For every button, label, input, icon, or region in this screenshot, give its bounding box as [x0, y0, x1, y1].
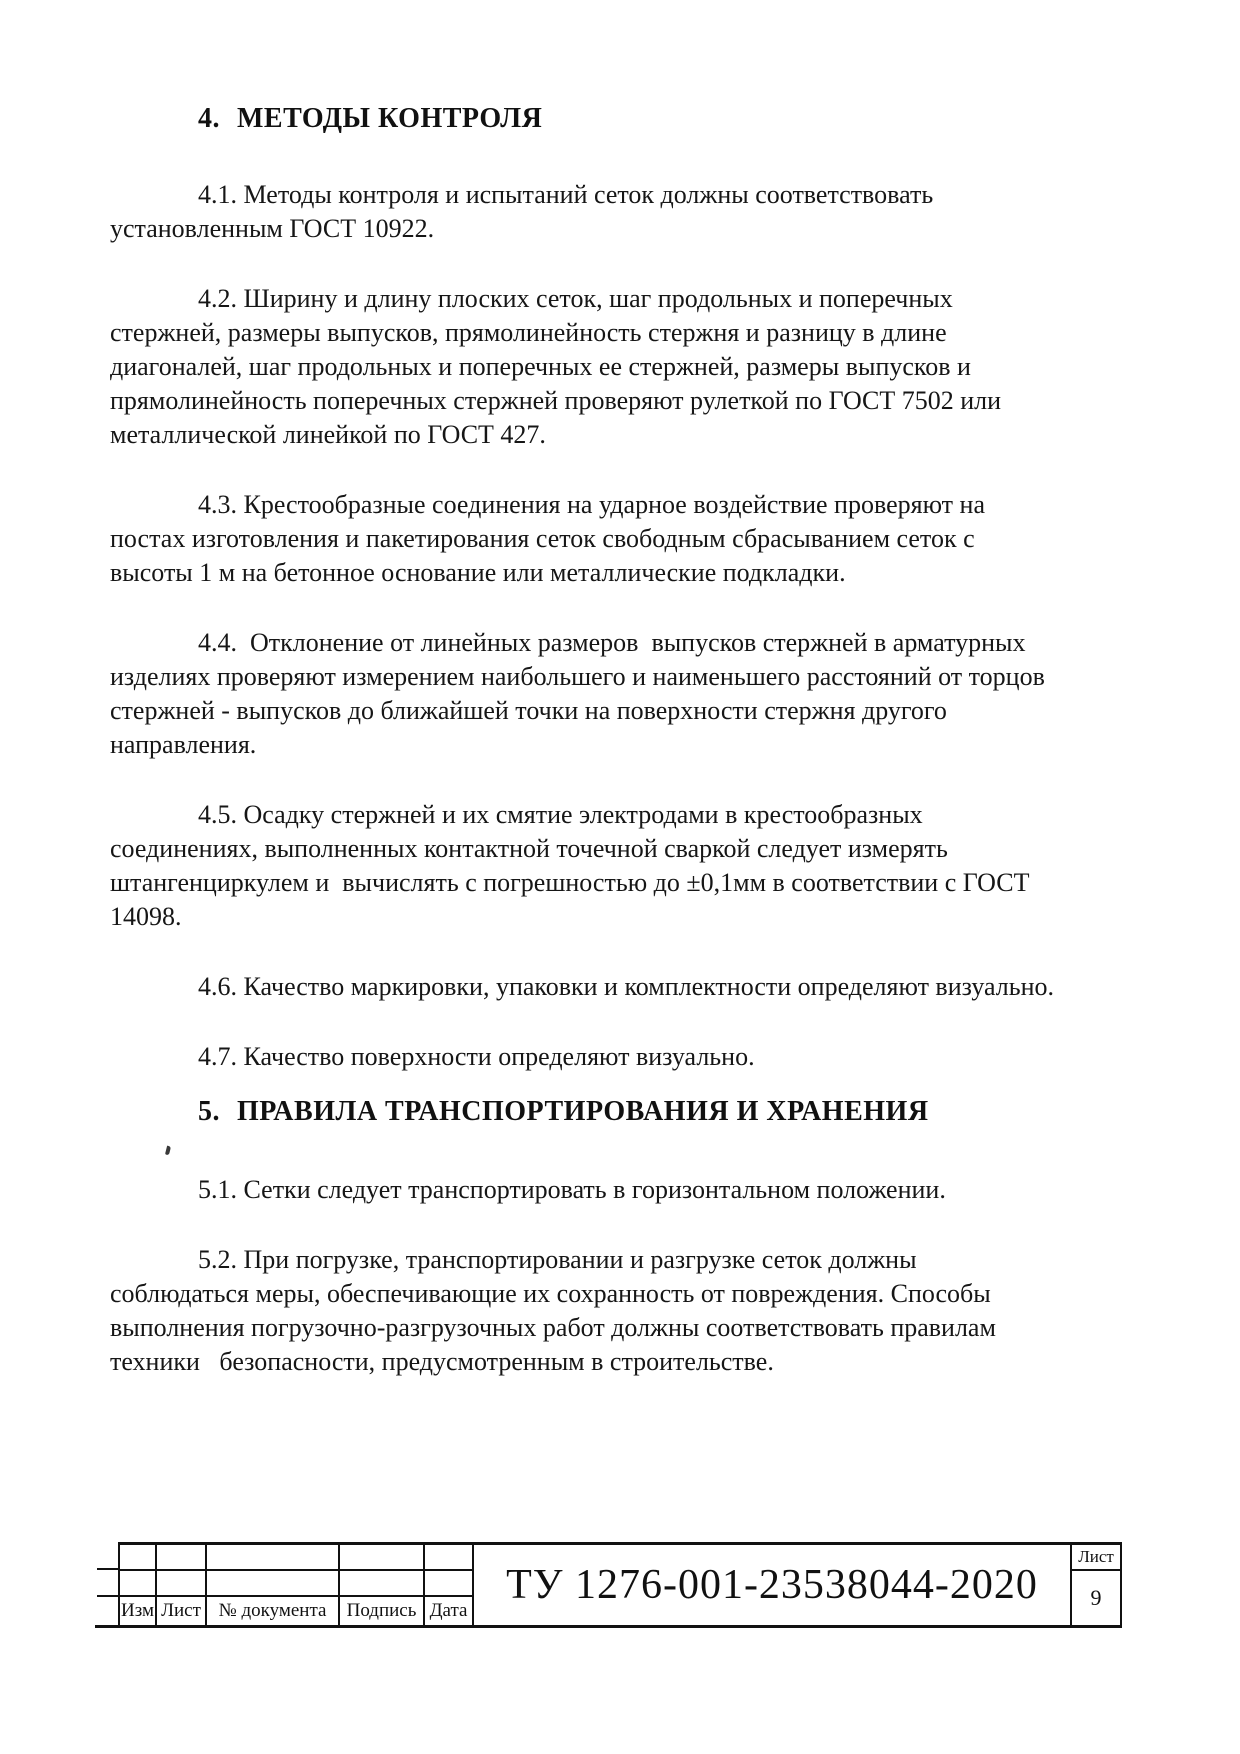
column-label-izm: Изм — [120, 1597, 157, 1625]
paragraph-4-1: 4.1. Методы контроля и испытаний сеток должны соответствовать установленным ГОСТ 10922. — [110, 180, 940, 243]
title-block-grid — [120, 1545, 1120, 1625]
revision-cell-empty — [425, 1571, 474, 1597]
paragraph-4-3: 4.3. Крестообразные соединения на ударное воздействие проверяют на постах изготовления и пакетирования сеток свободным сбрасыванием сеток с высоты 1 м на бетонное основание или металлические подкладки. — [110, 490, 992, 587]
title-block — [118, 1542, 1122, 1628]
paragraph-4-7: 4.7. Качество поверхности определяют визуально. — [198, 1042, 755, 1071]
column-label-podpis: Подпись — [340, 1597, 425, 1625]
frame-line-stub — [97, 1595, 118, 1597]
frame-line-stub — [95, 1625, 118, 1628]
section-4-heading — [110, 104, 1058, 134]
paragraph-4-4: 4.4. Отклонение от линейных размеров выпусков стержней в арматурных изделиях проверяют измерением наибольшего и наименьшего расстояний от торцов стержней - выпусков до ближайшей точки на поверхности стержня другого направления. — [110, 628, 1052, 759]
sheet-label: Лист — [1072, 1545, 1120, 1571]
section-4-title: МЕТОДЫ КОНТРОЛЯ — [237, 103, 543, 134]
paragraph-5-1: 5.1. Сетки следует транспортировать в горизонтальном положении. — [198, 1175, 946, 1204]
frame-line-stub — [97, 1568, 118, 1570]
paragraph-5-2: 5.2. При погрузке, транспортировании и разгрузке сеток должны соблюдаться меры, обеспечивающие их сохранность от повреждения. Способы выполнения погрузочно-разгрузочных работ должны соответствовать правилам техники безопасности, предусмотренным в строительстве. — [110, 1245, 1003, 1376]
revision-cell-empty — [207, 1545, 340, 1571]
document-body — [110, 0, 1058, 1379]
column-label-list: Лист — [157, 1597, 207, 1625]
document-number: ТУ 1276-001-23538044-2020 — [474, 1545, 1072, 1625]
revision-cell-empty — [120, 1545, 157, 1571]
revision-cell-empty — [340, 1545, 425, 1571]
section-4-number: 4. — [198, 103, 220, 134]
revision-cell-empty — [425, 1545, 474, 1571]
section-5-heading — [110, 1097, 1058, 1127]
revision-cell-empty — [207, 1571, 340, 1597]
section-5-number: 5. — [198, 1096, 220, 1127]
column-label-doc-number: № документа — [207, 1597, 340, 1625]
paragraph-4-2: 4.2. Ширину и длину плоских сеток, шаг продольных и поперечных стержней, размеры выпусков, прямолинейность стержня и разницу в длине диагоналей, шаг продольных и поперечных ее стержней, размеры выпусков и прямолинейность поперечных стержней проверяют рулеткой по ГОСТ 7502 или металлической линейкой по ГОСТ 427. — [110, 284, 1008, 449]
revision-cell-empty — [340, 1571, 425, 1597]
paragraph-4-5: 4.5. Осадку стержней и их смятие электродами в крестообразных соединениях, выполненных контактной точечной сваркой следует измерять штангенциркулем и вычислять с погрешностью до ±0,1мм в соответствии с ГОСТ 14098. — [110, 800, 1036, 931]
revision-cell-empty — [157, 1571, 207, 1597]
column-label-data: Дата — [425, 1597, 474, 1625]
revision-cell-empty — [157, 1545, 207, 1571]
paragraph-4-6: 4.6. Качество маркировки, упаковки и комплектности определяют визуально. — [198, 972, 1055, 1001]
sheet-number: 9 — [1090, 1585, 1102, 1610]
section-5-title: ПРАВИЛА ТРАНСПОРТИРОВАНИЯ И ХРАНЕНИЯ — [237, 1096, 929, 1127]
revision-cell-empty — [120, 1571, 157, 1597]
